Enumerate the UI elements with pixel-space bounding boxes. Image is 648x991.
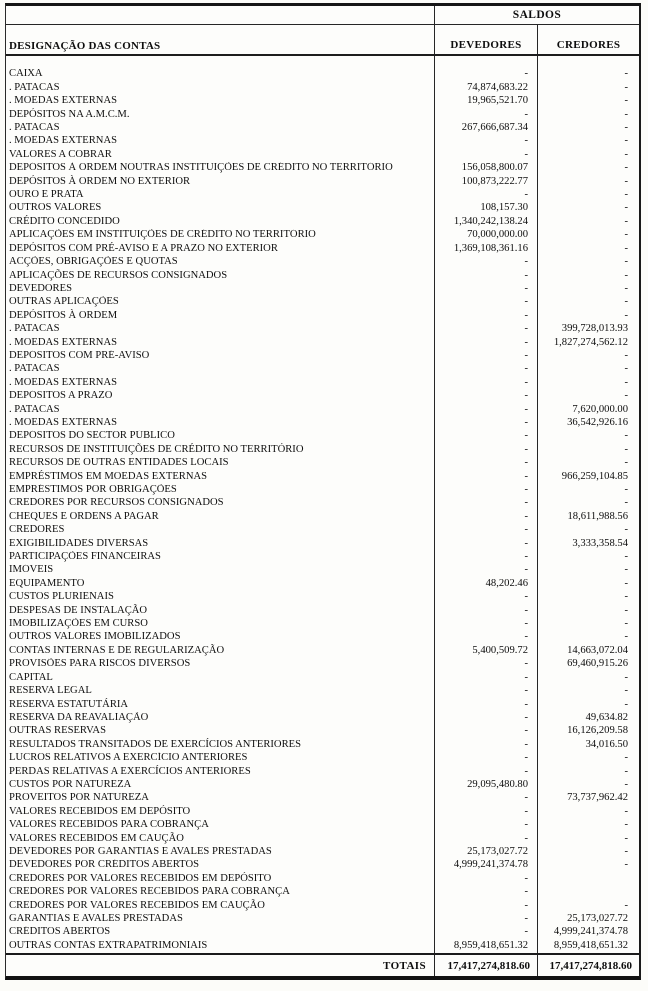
row-credores: 73,737,962.42 bbox=[567, 792, 628, 804]
row-credores: - bbox=[624, 135, 628, 147]
table-row bbox=[6, 899, 639, 912]
row-label: OUTRAS CONTAS EXTRAPATRIMONIAIS bbox=[6, 939, 435, 952]
table-row bbox=[6, 390, 639, 403]
table-row bbox=[6, 537, 639, 550]
table-row bbox=[6, 350, 639, 363]
row-label: RECURSOS DE INSTITUIÇÕES DE CRÉDITO NO TERRITÓRIO bbox=[6, 443, 435, 456]
row-devedores: 74,874,683.22 bbox=[435, 81, 538, 94]
row-devedores: - bbox=[435, 752, 538, 765]
table-row bbox=[6, 779, 639, 792]
row-credores: - bbox=[624, 95, 628, 107]
table-row bbox=[6, 309, 639, 322]
row-devedores: - bbox=[435, 604, 538, 617]
row-label: PARTICIPAÇÕES FINANCEIRAS bbox=[6, 551, 435, 564]
row-credores: - bbox=[624, 189, 628, 201]
table-row bbox=[6, 457, 639, 470]
table-row bbox=[6, 95, 639, 108]
row-credores: - bbox=[624, 832, 628, 844]
row-devedores: - bbox=[435, 913, 538, 926]
table-row bbox=[6, 229, 639, 242]
row-label: . MOEDAS EXTERNAS bbox=[6, 417, 435, 430]
row-devedores: 8,959,418,651.32 bbox=[435, 939, 538, 952]
row-devedores: 1,340,242,138.24 bbox=[435, 215, 538, 228]
row-credores: - bbox=[624, 819, 628, 831]
row-label: DESPESAS DE INSTALAÇÃO bbox=[6, 604, 435, 617]
row-credores: 966,259,104.85 bbox=[561, 470, 628, 482]
row-credores: - bbox=[624, 175, 628, 187]
row-credores: - bbox=[624, 524, 628, 536]
designacao-column-header: DESIGNAÇÃO DAS CONTAS bbox=[6, 25, 435, 54]
row-devedores: - bbox=[435, 108, 538, 121]
row-credores: - bbox=[624, 296, 628, 308]
table-row bbox=[6, 671, 639, 684]
row-credores: 18,611,988.56 bbox=[567, 510, 628, 522]
table-row bbox=[6, 484, 639, 497]
saldos-header-label: SALDOS bbox=[512, 9, 562, 21]
table-row bbox=[6, 805, 639, 818]
table-row bbox=[6, 175, 639, 188]
row-devedores: - bbox=[435, 712, 538, 725]
row-label: IMOBILIZAÇÕES EM CURSO bbox=[6, 618, 435, 631]
row-devedores: 267,666,687.34 bbox=[435, 122, 538, 135]
row-label: IMÓVEIS bbox=[6, 564, 435, 577]
table-row bbox=[6, 162, 639, 175]
row-label: DEVEDORES POR GARANTIAS E AVALES PRESTADAS bbox=[6, 846, 435, 859]
row-label: RECURSOS DE OUTRAS ENTIDADES LOCAIS bbox=[6, 457, 435, 470]
row-devedores: - bbox=[435, 564, 538, 577]
row-label: APLICAÇÕES DE RECURSOS CONSIGNADOS bbox=[6, 269, 435, 282]
table-row bbox=[6, 886, 639, 899]
row-devedores: - bbox=[435, 551, 538, 564]
row-devedores: - bbox=[435, 886, 538, 899]
row-devedores: - bbox=[435, 417, 538, 430]
row-credores bbox=[538, 886, 639, 899]
table-row bbox=[6, 564, 639, 577]
row-devedores: - bbox=[435, 484, 538, 497]
row-devedores: 70,000,000.00 bbox=[435, 229, 538, 242]
row-devedores: - bbox=[435, 68, 538, 81]
table-row bbox=[6, 551, 639, 564]
row-devedores: - bbox=[435, 510, 538, 523]
table-row bbox=[6, 135, 639, 148]
row-credores: - bbox=[624, 845, 628, 857]
row-label: CAPITAL bbox=[6, 671, 435, 684]
row-label: RESERVA LEGAL bbox=[6, 685, 435, 698]
row-label: DEPÓSITOS A PRAZO bbox=[6, 390, 435, 403]
row-credores: - bbox=[624, 349, 628, 361]
row-credores: - bbox=[624, 577, 628, 589]
row-label: OUTRAS APLICAÇÕES bbox=[6, 296, 435, 309]
row-credores: - bbox=[624, 162, 628, 174]
row-credores: - bbox=[624, 282, 628, 294]
row-credores: - bbox=[624, 551, 628, 563]
devedores-column-header: DEVEDORES bbox=[435, 25, 538, 54]
row-label: CONTAS INTERNAS E DE REGULARIZAÇÃO bbox=[6, 644, 435, 657]
table-row bbox=[6, 323, 639, 336]
row-devedores: - bbox=[435, 296, 538, 309]
row-label: APLICAÇÕES EM INSTITUIÇÕES DE CRÉDITO NO TERRITÓRIO bbox=[6, 229, 435, 242]
row-credores: 399,728,013.93 bbox=[561, 323, 628, 335]
row-label: LUCROS RELATIVOS A EXERCÍCIO ANTERIORES bbox=[6, 752, 435, 765]
row-devedores: - bbox=[435, 658, 538, 671]
row-credores: - bbox=[624, 497, 628, 509]
row-devedores: - bbox=[435, 725, 538, 738]
column-header-row bbox=[6, 25, 639, 56]
row-label: CUSTOS PLURIENAIS bbox=[6, 591, 435, 604]
table-row bbox=[6, 859, 639, 872]
table-row bbox=[6, 283, 639, 296]
table-row bbox=[6, 872, 639, 885]
row-credores: - bbox=[624, 778, 628, 790]
row-devedores: - bbox=[435, 819, 538, 832]
row-devedores: - bbox=[435, 685, 538, 698]
table-row bbox=[6, 81, 639, 94]
table-row bbox=[6, 269, 639, 282]
row-devedores: - bbox=[435, 148, 538, 161]
row-credores: - bbox=[624, 256, 628, 268]
row-credores: - bbox=[624, 631, 628, 643]
row-label: . PATACAS bbox=[6, 363, 435, 376]
row-devedores: - bbox=[435, 390, 538, 403]
row-devedores: - bbox=[435, 135, 538, 148]
row-devedores: - bbox=[435, 283, 538, 296]
table-row bbox=[6, 363, 639, 376]
row-label: . MOEDAS EXTERNAS bbox=[6, 95, 435, 108]
row-credores: 8,959,418,651.32 bbox=[553, 939, 628, 951]
row-devedores: - bbox=[435, 350, 538, 363]
row-label: DEVEDORES POR CRÉDITOS ABERTOS bbox=[6, 859, 435, 872]
row-devedores: 156,058,800.07 bbox=[435, 162, 538, 175]
row-credores: 4,999,241,374.78 bbox=[553, 926, 628, 938]
row-credores: - bbox=[624, 765, 628, 777]
row-label: GARANTIAS E AVALES PRESTADAS bbox=[6, 913, 435, 926]
row-credores: - bbox=[624, 108, 628, 120]
row-credores: - bbox=[624, 68, 628, 80]
row-credores: - bbox=[624, 604, 628, 616]
row-label: . MOEDAS EXTERNAS bbox=[6, 336, 435, 349]
row-devedores: - bbox=[435, 926, 538, 939]
row-credores: - bbox=[624, 229, 628, 241]
row-label: . PATACAS bbox=[6, 403, 435, 416]
row-devedores: - bbox=[435, 805, 538, 818]
row-devedores: - bbox=[435, 618, 538, 631]
row-label: EXIGIBILIDADES DIVERSAS bbox=[6, 537, 435, 550]
row-credores: 49,634.82 bbox=[585, 711, 628, 723]
row-devedores: - bbox=[435, 376, 538, 389]
row-credores: 1,827,274,562.12 bbox=[553, 336, 628, 348]
table-row bbox=[6, 122, 639, 135]
row-devedores: - bbox=[435, 899, 538, 912]
row-devedores: 29,095,480.80 bbox=[435, 779, 538, 792]
row-credores: - bbox=[624, 269, 628, 281]
table-row bbox=[6, 725, 639, 738]
totals-label: TOTAIS bbox=[6, 955, 435, 976]
row-label: . MOEDAS EXTERNAS bbox=[6, 135, 435, 148]
row-devedores: 25,173,027.72 bbox=[435, 846, 538, 859]
table-row bbox=[6, 913, 639, 926]
row-credores: - bbox=[624, 122, 628, 134]
row-label: PERDAS RELATIVAS A EXERCÍCIOS ANTERIORES bbox=[6, 765, 435, 778]
row-label: EMPRÉSTIMOS EM MOEDAS EXTERNAS bbox=[6, 470, 435, 483]
row-credores: - bbox=[624, 859, 628, 871]
row-devedores: 108,157.30 bbox=[435, 202, 538, 215]
row-devedores: 5,400,509.72 bbox=[435, 644, 538, 657]
row-label: RESERVA ESTATUTÁRIA bbox=[6, 698, 435, 711]
table-row bbox=[6, 296, 639, 309]
row-label: RESERVA DA REAVALIAÇÃO bbox=[6, 712, 435, 725]
row-label: PROVEITOS POR NATUREZA bbox=[6, 792, 435, 805]
row-label: VALORES RECEBIDOS EM CAUÇÃO bbox=[6, 832, 435, 845]
row-devedores: - bbox=[435, 792, 538, 805]
row-devedores: 4,999,241,374.78 bbox=[435, 859, 538, 872]
row-devedores: - bbox=[435, 698, 538, 711]
row-credores: - bbox=[624, 484, 628, 495]
row-label: OUTRAS RESERVAS bbox=[6, 725, 435, 738]
table-row bbox=[6, 792, 639, 805]
row-devedores: - bbox=[435, 189, 538, 202]
row-label: CREDORES POR VALORES RECEBIDOS EM CAUÇÃO bbox=[6, 899, 435, 912]
row-devedores: - bbox=[435, 256, 538, 269]
row-label: VALORES RECEBIDOS PARA COBRANÇA bbox=[6, 819, 435, 832]
row-devedores: 1,369,108,361.16 bbox=[435, 242, 538, 255]
row-label: OURO E PRATA bbox=[6, 189, 435, 202]
row-credores: - bbox=[624, 242, 628, 254]
row-label: EQUIPAMENTO bbox=[6, 577, 435, 590]
row-label: . PATACAS bbox=[6, 81, 435, 94]
row-label: VALORES A COBRAR bbox=[6, 148, 435, 161]
table-row bbox=[6, 819, 639, 832]
table-row bbox=[6, 698, 639, 711]
row-devedores: - bbox=[435, 269, 538, 282]
table-row bbox=[6, 443, 639, 456]
row-label: DEPÓSITOS COM PRÉ-AVISO E A PRAZO NO EXTERIOR bbox=[6, 242, 435, 255]
row-devedores: 48,202.46 bbox=[435, 577, 538, 590]
row-devedores: - bbox=[435, 443, 538, 456]
row-devedores: - bbox=[435, 309, 538, 322]
row-label: . PATACAS bbox=[6, 122, 435, 135]
row-credores: - bbox=[624, 430, 628, 442]
table-row bbox=[6, 470, 639, 483]
table-row bbox=[6, 403, 639, 416]
table-row bbox=[6, 712, 639, 725]
row-label: DEPÓSITOS À ORDEM NOUTRAS INSTITUIÇÕES DE CRÉDITO NO TERRITÓRIO bbox=[6, 162, 435, 175]
row-credores: - bbox=[624, 752, 628, 764]
table-row bbox=[6, 604, 639, 617]
table-row bbox=[6, 148, 639, 161]
row-label: CHEQUES E ORDENS A PAGAR bbox=[6, 510, 435, 523]
table-row bbox=[6, 336, 639, 349]
table-row bbox=[6, 658, 639, 671]
row-label: EMPRÉSTIMOS POR OBRIGAÇÕES bbox=[6, 484, 435, 497]
row-label: CRÉDITO CONCEDIDO bbox=[6, 215, 435, 228]
row-label: . PATACAS bbox=[6, 323, 435, 336]
row-devedores: 100,873,222.77 bbox=[435, 175, 538, 188]
row-credores: - bbox=[624, 376, 628, 388]
row-credores: 14,663,072.04 bbox=[567, 644, 628, 656]
blank-spacer-row bbox=[6, 56, 639, 68]
row-credores: 25,173,027.72 bbox=[567, 913, 628, 924]
row-label: DEPÓSITOS À ORDEM bbox=[6, 309, 435, 322]
table-row bbox=[6, 189, 639, 202]
row-credores: - bbox=[624, 805, 628, 817]
row-devedores: 19,965,521.70 bbox=[435, 95, 538, 108]
row-credores: - bbox=[624, 148, 628, 160]
table-row bbox=[6, 832, 639, 845]
row-credores: - bbox=[624, 309, 628, 321]
table-row bbox=[6, 497, 639, 510]
table-row bbox=[6, 108, 639, 121]
totals-credores: 17,417,274,818.60 bbox=[549, 959, 632, 972]
row-devedores: - bbox=[435, 457, 538, 470]
table-row bbox=[6, 591, 639, 604]
row-devedores: - bbox=[435, 403, 538, 416]
row-credores: - bbox=[624, 564, 628, 576]
row-devedores: - bbox=[435, 430, 538, 443]
table-row bbox=[6, 417, 639, 430]
saldos-header-left-blank bbox=[6, 6, 435, 24]
row-label: CREDORES POR VALORES RECEBIDOS EM DEPÓSITO bbox=[6, 872, 435, 885]
row-label: CREDORES POR VALORES RECEBIDOS PARA COBRANÇA bbox=[6, 886, 435, 899]
row-label: DEPÓSITOS NA A.M.C.M. bbox=[6, 108, 435, 121]
row-devedores: - bbox=[435, 832, 538, 845]
row-credores: - bbox=[624, 899, 628, 911]
table-row bbox=[6, 631, 639, 644]
row-devedores: - bbox=[435, 765, 538, 778]
row-label: . MOEDAS EXTERNAS bbox=[6, 376, 435, 389]
table-row bbox=[6, 618, 639, 631]
table-row bbox=[6, 765, 639, 778]
row-credores bbox=[538, 872, 639, 885]
row-devedores: - bbox=[435, 363, 538, 376]
row-credores: - bbox=[624, 443, 628, 455]
table-row bbox=[6, 685, 639, 698]
saldos-header-row bbox=[6, 6, 639, 25]
table-row bbox=[6, 376, 639, 389]
row-credores: - bbox=[624, 698, 628, 710]
balance-sheet-table bbox=[5, 3, 641, 980]
row-label: CREDORES bbox=[6, 524, 435, 537]
table-row bbox=[6, 926, 639, 939]
row-label: CREDORES POR RECURSOS CONSIGNADOS bbox=[6, 497, 435, 510]
table-row bbox=[6, 939, 639, 952]
row-label: DEVEDORES bbox=[6, 283, 435, 296]
row-label: CRÉDITOS ABERTOS bbox=[6, 926, 435, 939]
row-credores: - bbox=[624, 202, 628, 214]
table-row bbox=[6, 215, 639, 228]
row-label: DEPÓSITOS COM PRÉ-AVISO bbox=[6, 350, 435, 363]
table-row bbox=[6, 577, 639, 590]
table-row bbox=[6, 256, 639, 269]
row-credores: 69,460,915.26 bbox=[567, 658, 628, 670]
row-devedores: - bbox=[435, 497, 538, 510]
row-devedores: - bbox=[435, 872, 538, 885]
row-label: OUTROS VALORES IMOBILIZADOS bbox=[6, 631, 435, 644]
row-credores: - bbox=[624, 685, 628, 697]
row-label: PROVISÕES PARA RISCOS DIVERSOS bbox=[6, 658, 435, 671]
row-devedores: - bbox=[435, 323, 538, 336]
table-row bbox=[6, 430, 639, 443]
table-row bbox=[6, 524, 639, 537]
row-credores: - bbox=[624, 363, 628, 375]
row-devedores: - bbox=[435, 631, 538, 644]
table-row bbox=[6, 202, 639, 215]
table-row bbox=[6, 738, 639, 751]
table-row bbox=[6, 242, 639, 255]
row-devedores: - bbox=[435, 537, 538, 550]
row-credores: - bbox=[624, 81, 628, 93]
row-devedores: - bbox=[435, 524, 538, 537]
row-credores: 3,333,358.54 bbox=[572, 537, 628, 549]
row-credores: - bbox=[624, 457, 628, 469]
row-label: VALORES RECEBIDOS EM DEPÓSITO bbox=[6, 805, 435, 818]
row-label: CUSTOS POR NATUREZA bbox=[6, 779, 435, 792]
row-credores: 36,542,926.16 bbox=[567, 416, 628, 428]
row-credores: - bbox=[624, 390, 628, 402]
row-label: RESULTADOS TRANSITADOS DE EXERCÍCIOS ANTERIORES bbox=[6, 738, 435, 751]
totals-devedores: 17,417,274,818.60 bbox=[435, 955, 538, 976]
table-row bbox=[6, 510, 639, 523]
row-devedores: - bbox=[435, 470, 538, 483]
row-credores: 16,126,209.58 bbox=[567, 725, 628, 737]
row-label: DEPÓSITOS DO SECTOR PÚBLICO bbox=[6, 430, 435, 443]
row-devedores: - bbox=[435, 738, 538, 751]
row-label: CAIXA bbox=[6, 68, 435, 81]
row-credores: - bbox=[624, 618, 628, 630]
row-credores: - bbox=[624, 671, 628, 683]
row-devedores: - bbox=[435, 336, 538, 349]
table-row bbox=[6, 68, 639, 81]
table-row bbox=[6, 644, 639, 657]
row-devedores: - bbox=[435, 591, 538, 604]
table-row bbox=[6, 846, 639, 859]
row-credores: 34,016.50 bbox=[585, 738, 628, 750]
totals-row bbox=[6, 953, 639, 976]
credores-column-header: CREDORES bbox=[556, 39, 621, 51]
row-label: ACÇÕES, OBRIGAÇÕES E QUOTAS bbox=[6, 256, 435, 269]
row-label: OUTROS VALORES bbox=[6, 202, 435, 215]
row-label: DEPÓSITOS À ORDEM NO EXTERIOR bbox=[6, 175, 435, 188]
row-devedores: - bbox=[435, 671, 538, 684]
row-credores: - bbox=[624, 591, 628, 603]
row-credores: - bbox=[624, 215, 628, 227]
table-row bbox=[6, 752, 639, 765]
table-body bbox=[6, 68, 639, 953]
row-credores: 7,620,000.00 bbox=[572, 403, 628, 415]
